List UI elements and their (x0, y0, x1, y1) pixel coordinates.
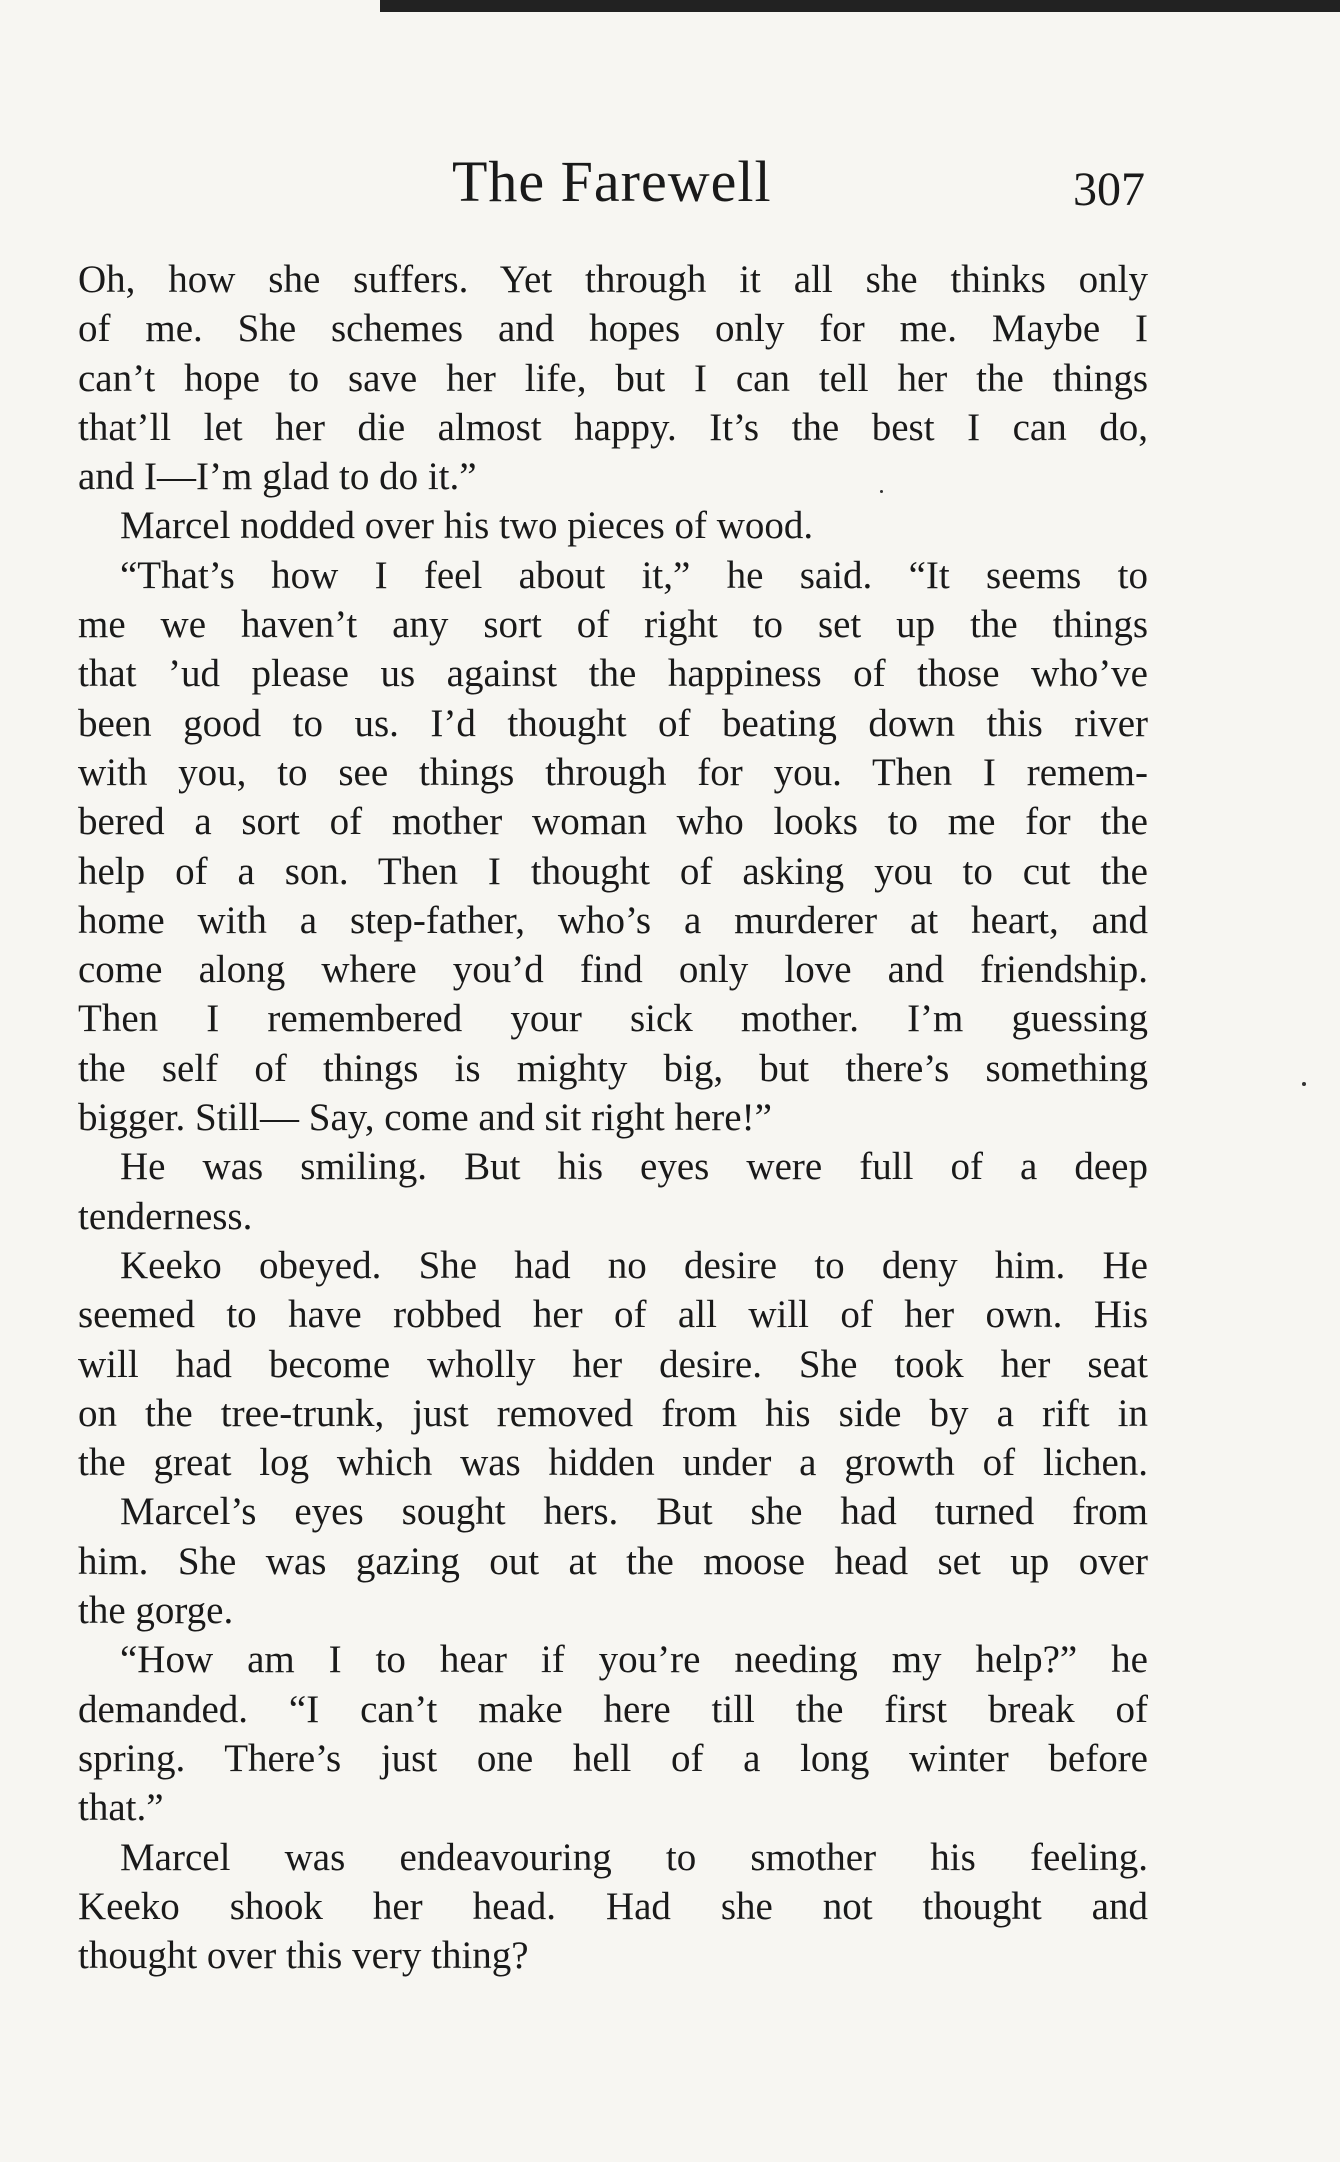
text-line: been good to us. I’d thought of beating down this river (78, 701, 1148, 745)
text-line: on the tree-trunk, just removed from his side by a rift in (78, 1391, 1148, 1435)
text-line: the self of things is mighty big, but there’s something (78, 1046, 1148, 1090)
text-line: thought over this very thing? (78, 1934, 529, 1978)
print-speck (1302, 1082, 1306, 1086)
text-line: with you, to see things through for you. Then I remem- (78, 750, 1148, 794)
text-line: spring. There’s just one hell of a long winter before (78, 1736, 1148, 1780)
chapter-title: The Farewell (452, 149, 772, 214)
text-line: the great log which was hidden under a growth of lichen. (78, 1441, 1148, 1485)
paragraph-start-line: He was smiling. But his eyes were full of a deep (120, 1145, 1148, 1189)
paragraph-start-line: “That’s how I feel about it,” he said. “It seems to (120, 553, 1148, 597)
text-line: Oh, how she suffers. Yet through it all she thinks only (78, 258, 1148, 301)
text-line: me we haven’t any sort of right to set up the things (78, 603, 1148, 647)
text-line: help of a son. Then I thought of asking you to cut the (78, 849, 1148, 893)
paragraph-start-line: Marcel was endeavouring to smother his feeling. (120, 1835, 1148, 1879)
text-line: demanded. “I can’t make here till the first break of (78, 1687, 1148, 1731)
text-line: of me. She schemes and hopes only for me. Maybe I (78, 307, 1148, 351)
page-number: 307 (1073, 163, 1145, 216)
paragraph-start-line: Marcel nodded over his two pieces of wood. (120, 504, 814, 548)
text-line: can’t hope to save her life, but I can tell her the things (78, 356, 1148, 400)
text-line: tenderness. (78, 1194, 253, 1238)
paragraph-start-line: Marcel’s eyes sought hers. But she had turned from (120, 1490, 1148, 1534)
text-line: will had become wholly her desire. She took her seat (78, 1342, 1148, 1386)
text-line: the gorge. (78, 1589, 234, 1633)
print-speck (880, 490, 883, 493)
text-line: and I—I’m glad to do it.” (78, 455, 477, 499)
text-line: that ’ud please us against the happiness of those who’ve (78, 652, 1148, 696)
top-edge-rule (380, 0, 1340, 12)
paragraph-start-line: “How am I to hear if you’re needing my help?” he (120, 1638, 1148, 1682)
text-line: Then I remembered your sick mother. I’m guessing (78, 997, 1148, 1041)
text-line: Keeko shook her head. Had she not thought and (78, 1884, 1148, 1928)
text-line: that.” (78, 1786, 164, 1830)
text-line: home with a step-father, who’s a murderer at heart, and (78, 898, 1148, 942)
text-line: come along where you’d find only love and friendship. (78, 948, 1148, 992)
text-line: that’ll let her die almost happy. It’s the best I can do, (78, 405, 1148, 449)
body-text (78, 255, 1148, 1980)
running-head (0, 149, 1340, 216)
text-line: bered a sort of mother woman who looks to me for the (78, 800, 1148, 844)
text-line: him. She was gazing out at the moose head set up over (78, 1539, 1148, 1583)
text-line: seemed to have robbed her of all will of her own. His (78, 1293, 1148, 1337)
paragraph-start-line: Keeko obeyed. She had no desire to deny him. He (120, 1243, 1148, 1287)
text-line: bigger. Still— Say, come and sit right here!” (78, 1096, 772, 1140)
